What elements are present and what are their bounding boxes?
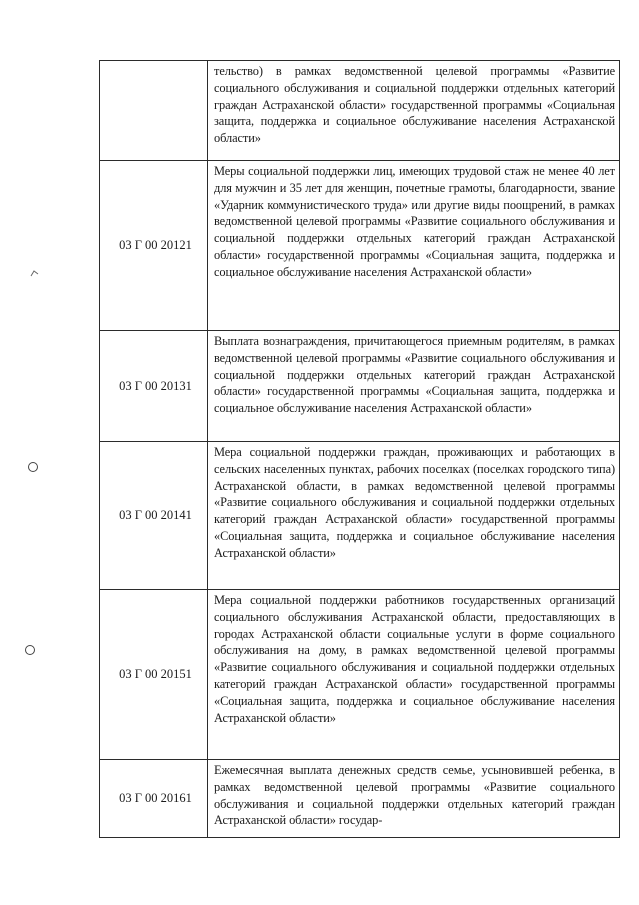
table-row: [100, 61, 620, 161]
code-cell: 03 Г 00 20131: [100, 331, 208, 442]
punch-hole-mark: [28, 462, 38, 472]
table-row: [100, 760, 620, 838]
description-cell: Меры социальной поддержки лиц, имеющих трудовой стаж не менее 40 лет для мужчин и 35 лет для женщин, почетные грамоты, благодарности, звание «Ударник коммунистического труда» или другие виды поощрений, в рамках ведомственной целевой программы «Развитие социального обслуживания и социальной поддержки отдельных категорий граждан Астраханской области» государственной программы «Социальная защита, поддержка и социальное обслуживание населения Астраханской области»: [208, 161, 620, 331]
code-cell: 03 Г 00 20151: [100, 590, 208, 760]
table-row: [100, 590, 620, 760]
table-row: [100, 161, 620, 331]
table-row: [100, 442, 620, 590]
code-cell: [100, 61, 208, 161]
description-cell: Выплата вознаграждения, причитающегося приемным родителям, в рамках ведомственной целевой программы «Развитие социального обслуживания и социальной поддержки отдельных категорий граждан Астраханской области» государственной программы «Социальная защита, поддержка и социальное обслуживание населения Астраханской области»: [208, 331, 620, 442]
code-cell: 03 Г 00 20161: [100, 760, 208, 838]
code-cell: 03 Г 00 20121: [100, 161, 208, 331]
description-cell: Мера социальной поддержки граждан, проживающих и работающих в сельских населенных пунктах, рабочих поселках (поселках городского типа) Астраханской области, в рамках ведомственной целевой программы «Развитие социального обслуживания и социальной поддержки отдельных категорий граждан Астраханской области» государственной программы «Социальная защита, поддержка и социальное обслуживание населения Астраханской области»: [208, 442, 620, 590]
description-cell: Мера социальной поддержки работников государственных организаций социального обслуживания Астраханской области, предоставляющих в городах Астраханской области социальные услуги в форме социального обслуживания на дому, в рамках ведомственной целевой программы «Развитие социального обслуживания и социальной поддержки отдельных категорий граждан Астраханской области» государственной программы «Социальная защита, поддержка и социальное обслуживание населения Астраханской области»: [208, 590, 620, 760]
code-cell: 03 Г 00 20141: [100, 442, 208, 590]
punch-hole-mark: [25, 645, 35, 655]
table-row: [100, 331, 620, 442]
description-cell: тельство) в рамках ведомственной целевой программы «Развитие социального обслуживания и социальной поддержки отдельных категорий граждан Астраханской области» государственной программы «Социальная защита, поддержка и социальное обслуживание населения Астраханской области»: [208, 61, 620, 161]
budget-classification-table: [99, 60, 620, 838]
scan-speck-mark: [30, 265, 39, 274]
description-cell: Ежемесячная выплата денежных средств семье, усыновившей ребенка, в рамках ведомственной целевой программы «Развитие социального обслуживания и социальной поддержки отдельных категорий граждан Астраханской области» государ-: [208, 760, 620, 838]
